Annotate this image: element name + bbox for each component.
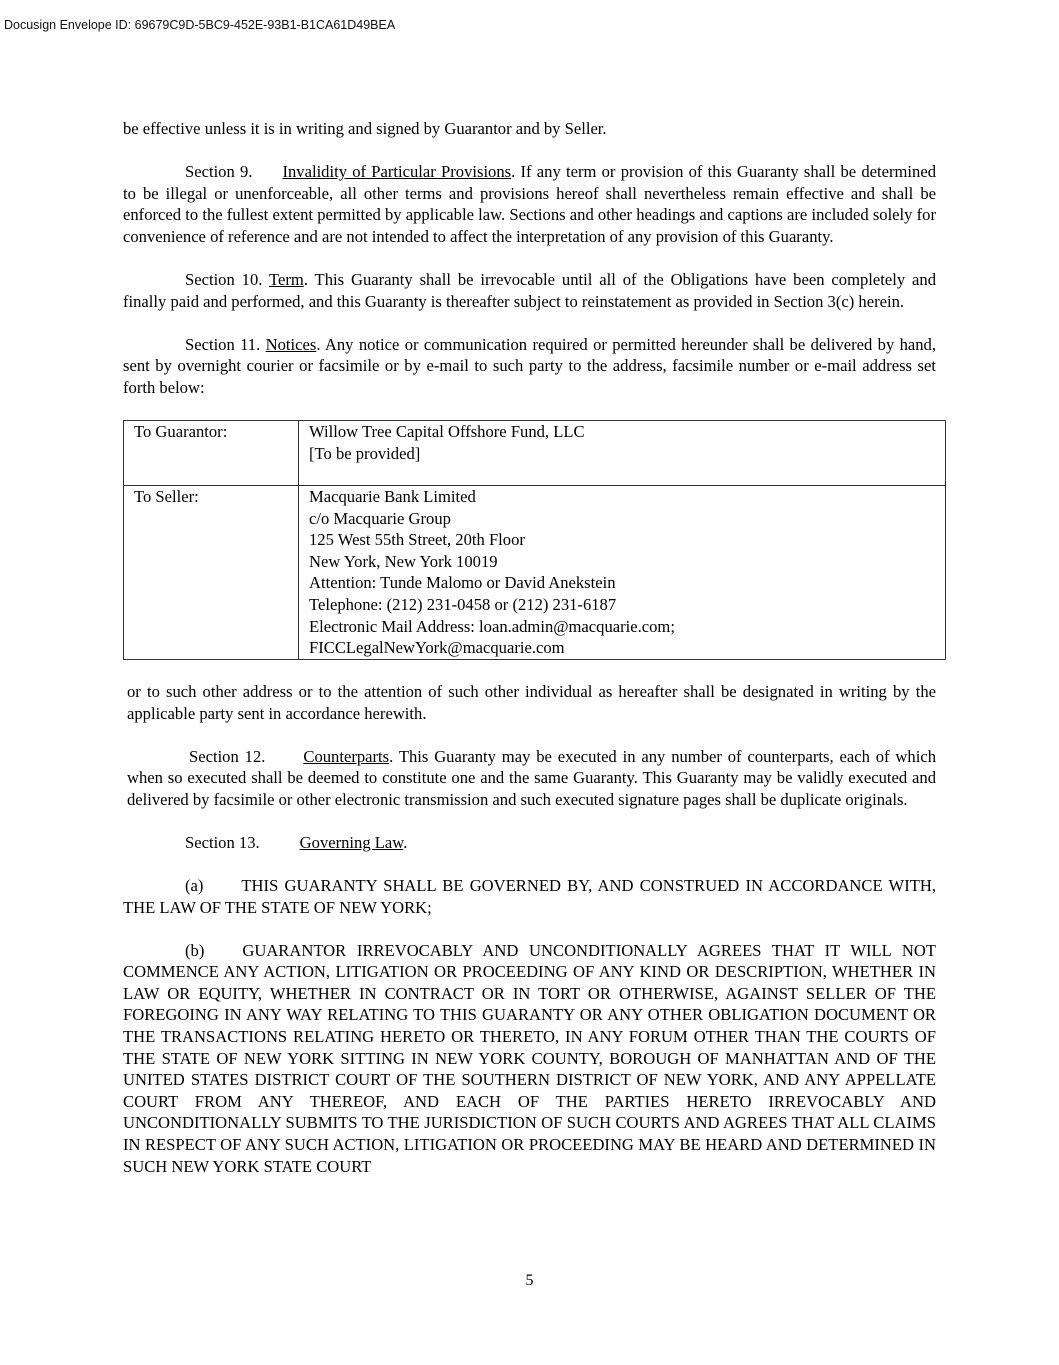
section-10-heading: Term [269, 269, 304, 289]
seller-address [299, 485, 946, 659]
guarantor-address [299, 420, 946, 485]
section-13-label: Section 13. [185, 832, 260, 852]
seller-address-line: Macquarie Bank Limited [309, 486, 476, 506]
section-12-label: Section 12. [189, 746, 266, 766]
section-12-body: . This Guaranty may be executed in any number of counterparts, each of which when so executed shall be deemed to constitute one and the same Guaranty. This Guaranty may be validly executed and delivered by facsimile or other electronic transmission and such executed signature pages shall be duplicate originals. [127, 746, 936, 809]
section-13b-label: (b) [185, 940, 205, 960]
section-13b-body: GUARANTOR IRREVOCABLY AND UNCONDITIONALLY AGREES THAT IT WILL NOT COMMENCE ANY ACTION, LITIGATION OR PROCEEDING OF ANY KIND OR DESCRIPTION, WHETHER IN LAW OR EQUITY, WHETHER IN CONTRACT OR IN TORT OR OTHERWISE, AGAINST SELLER OF THE FOREGOING IN ANY WAY RELATING TO THIS GUARANTY OR ANY OTHER OBLIGATION DOCUMENT OR THE TRANSACTIONS RELATING HERETO OR THERETO, IN ANY FORUM OTHER THAN THE COURTS OF THE STATE OF NEW YORK SITTING IN NEW YORK COUNTY, BOROUGH OF MANHATTAN AND OF THE UNITED STATES DISTRICT COURT OF THE SOUTHERN DISTRICT OF NEW YORK, AND ANY APPELLATE COURT FROM ANY THEREOF, AND EACH OF THE PARTIES HERETO IRREVOCABLY AND UNCONDITIONALLY SUBMITS TO THE JURISDICTION OF SUCH COURTS AND AGREES THAT ALL CLAIMS IN RESPECT OF ANY SUCH ACTION, LITIGATION OR PROCEEDING MAY BE HEARD AND DETERMINED IN SUCH NEW YORK STATE COURT [123, 940, 936, 1176]
section-9-body: . If any term or provision of this Guaranty shall be determined to be illegal or unenforceable, all other terms and provisions hereof shall nevertheless remain effective and shall be enforced to the fullest extent permitted by applicable law. Sections and other headings and captions are included solely for convenience of reference and are not intended to affect the interpretation of any provision of this Guaranty. [123, 162, 936, 246]
document-page [123, 118, 936, 1199]
section-9 [123, 161, 936, 247]
seller-party-label: To Seller: [124, 485, 299, 659]
after-table-paragraph: or to such other address or to the attention of such other individual as hereafter shall be designated in writing by the applicable party sent in accordance herewith. [127, 681, 936, 723]
table-row-seller [124, 485, 946, 659]
section-13a-label: (a) [185, 876, 204, 895]
seller-address-line: 125 West 55th Street, 20th Floor [309, 530, 525, 550]
section-13a [123, 875, 936, 918]
section-13a-body: THIS GUARANTY SHALL BE GOVERNED BY, AND CONSTRUED IN ACCORDANCE WITH, THE LAW OF THE STATE OF NEW YORK; [123, 876, 936, 917]
seller-email-line: FICCLegalNewYork@macquarie.com [309, 638, 565, 658]
section-10-body: . This Guaranty shall be irrevocable until all of the Obligations have been completely and finally paid and performed, and this Guaranty is thereafter subject to reinstatement as provided in Section 3(c) herein. [123, 269, 936, 311]
section-9-heading: Invalidity of Particular Provisions [282, 162, 512, 182]
section-9-label: Section 9. [185, 162, 253, 182]
table-row-guarantor [124, 420, 946, 485]
notice-address-table [123, 420, 946, 660]
section-13-period: . [403, 832, 408, 852]
section-11-label: Section 11. [185, 334, 261, 354]
guarantor-address-line: [To be provided] [309, 443, 421, 463]
section-13b [123, 940, 936, 1178]
page-number: 5 [525, 1272, 534, 1289]
intro-paragraph: be effective unless it is in writing and signed by Guarantor and by Seller. [123, 119, 607, 138]
section-11 [123, 334, 936, 399]
section-11-body: . Any notice or communication required or permitted hereunder shall be delivered by hand, sent by overnight courier or facsimile or by e-mail to such party to the address, facsimile number or e-mail address set forth below: [123, 334, 936, 397]
section-10 [123, 269, 936, 312]
seller-telephone-line: Telephone: (212) 231-0458 or (212) 231-6187 [309, 594, 617, 614]
section-11-heading: Notices [265, 334, 317, 354]
guarantor-address-line: Willow Tree Capital Offshore Fund, LLC [309, 421, 585, 441]
seller-attention-line: Attention: Tunde Malomo or David Anekstein [309, 573, 616, 593]
section-12 [123, 746, 936, 811]
section-10-label: Section 10. [185, 269, 263, 289]
section-12-heading: Counterparts [303, 746, 390, 766]
section-13 [123, 832, 936, 854]
envelope-id: Docusign Envelope ID: 69679C9D-5BC9-452E-93B1-B1CA61D49BEA [4, 18, 396, 32]
seller-email-line: Electronic Mail Address: loan.admin@macquarie.com; [309, 616, 675, 636]
section-13-heading: Governing Law [299, 832, 404, 852]
seller-address-line: New York, New York 10019 [309, 551, 498, 571]
guarantor-party-label: To Guarantor: [124, 420, 299, 485]
seller-address-line: c/o Macquarie Group [309, 508, 451, 528]
